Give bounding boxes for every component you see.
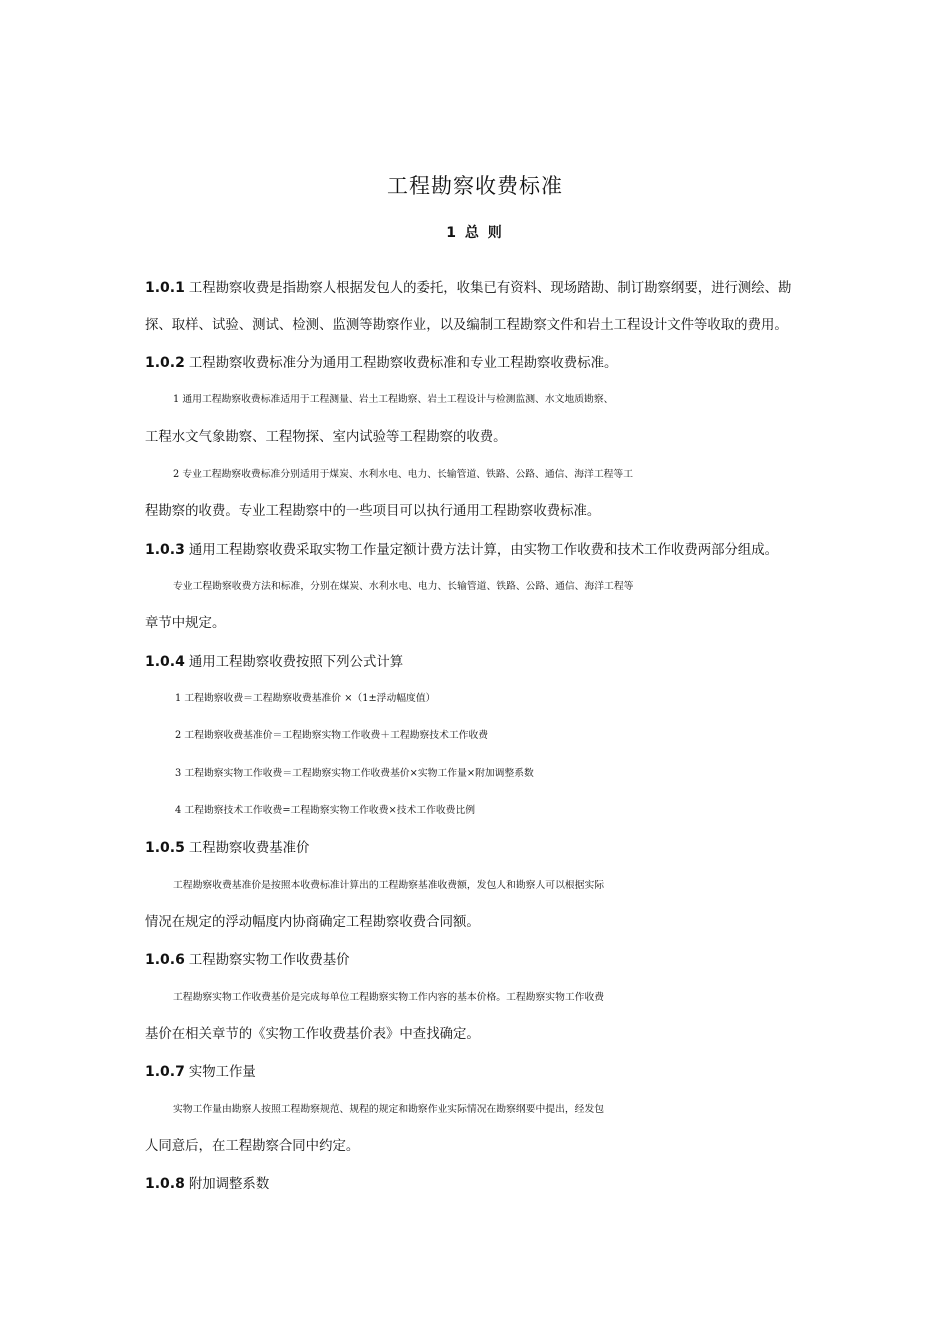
paragraph-line (145, 838, 815, 858)
clause-number: 1.0.6 (145, 952, 185, 968)
clause-text: 工程勘察实物工作收费基价 (188, 953, 350, 968)
clause-number: 1.0.2 (145, 355, 185, 371)
clause-text: 工程勘察收费是指勘察人根据发包人的委托，收集已有资料、现场踏勘、制订勘察纲要，进行测绘、勘 (188, 281, 792, 296)
clause-number: 1.0.7 (145, 1064, 185, 1080)
clause-text: 探、取样、试验、测试、检测、监测等勘察作业，以及编制工程勘察文件和岩土工程设计文件等收取的费用。 (145, 318, 788, 333)
document-title: 工程勘察收费标准 (387, 174, 563, 198)
clause-text: 基价在相关章节的《实物工作收费基价表》中查找确定。 (145, 1027, 480, 1042)
clause-text: 工程勘察实物工作收费基价是完成每单位工程勘察实物工作内容的基本价格。工程勘察实物工作收费 (173, 992, 605, 1003)
paragraph-line (145, 428, 815, 448)
paragraph-line (145, 1137, 815, 1157)
formula-text: 4 工程勘察技术工作收费=工程勘察实物工作收费×技术工作收费比例 (175, 805, 476, 816)
formula-text: 1 工程勘察收费＝工程勘察收费基准价 ×（1±浮动幅度值） (175, 693, 436, 704)
paragraph-line (145, 353, 815, 373)
paragraph-line (145, 540, 815, 560)
paragraph-line (145, 1025, 815, 1045)
clause-text: 通用工程勘察收费采取实物工作量定额计费方法计算，由实物工作收费和技术工作收费两部分组成。 (188, 543, 779, 558)
formula-line (175, 689, 845, 709)
clause-text: 程勘察的收费。专业工程勘察中的一些项目可以执行通用工程勘察收费标准。 (145, 504, 601, 519)
clause-text: 情况在规定的浮动幅度内协商确定工程勘察收费合同额。 (145, 915, 480, 930)
clause-text: 工程勘察收费基准价 (188, 841, 310, 856)
clause-text: 通用工程勘察收费按照下列公式计算 (188, 655, 404, 670)
formula-line (175, 801, 845, 821)
clause-number: 1.0.8 (145, 1176, 185, 1192)
clause-text: 工程水文气象勘察、工程物探、室内试验等工程勘察的收费。 (145, 430, 507, 445)
clause-number: 1.0.1 (145, 280, 185, 296)
clause-text: 工程勘察收费标准分为通用工程勘察收费标准和专业工程勘察收费标准。 (188, 356, 618, 371)
paragraph-line (145, 278, 815, 298)
formula-line (175, 764, 845, 784)
chapter-heading: 1 总 则 (446, 225, 504, 241)
paragraph-line (173, 1100, 843, 1120)
paragraph-line (173, 465, 843, 485)
formula-line (175, 726, 845, 746)
paragraph-line (145, 652, 815, 672)
clause-number: 1.0.3 (145, 542, 185, 558)
paragraph-line (145, 1062, 815, 1082)
paragraph-line (145, 502, 815, 522)
paragraph-line (173, 577, 843, 597)
paragraph-line (173, 988, 843, 1008)
clause-number: 1.0.4 (145, 654, 185, 670)
clause-text: 章节中规定。 (145, 616, 226, 631)
paragraph-line (145, 316, 815, 336)
clause-text: 人同意后，在工程勘察合同中约定。 (145, 1139, 360, 1154)
clause-text: 附加调整系数 (188, 1177, 270, 1192)
clause-number: 1.0.5 (145, 840, 185, 856)
clause-text: 2 专业工程勘察收费标准分别适用于煤炭、水利水电、电力、长输管道、铁路、公路、通信、海洋工程等工 (173, 469, 634, 480)
formula-text: 2 工程勘察收费基准价＝工程勘察实物工作收费＋工程勘察技术工作收费 (175, 730, 489, 741)
paragraph-line (145, 614, 815, 634)
paragraph-line (173, 390, 843, 410)
clause-text: 1 通用工程勘察收费标准适用于工程测量、岩土工程勘察、岩土工程设计与检测监测、水文地质勘察、 (173, 394, 614, 405)
clause-text: 工程勘察收费基准价是按照本收费标准计算出的工程勘察基准收费额，发包人和勘察人可以根据实际 (173, 880, 605, 891)
clause-text: 实物工作量由勘察人按照工程勘察规范、规程的规定和勘察作业实际情况在勘察纲要中提出，经发包 (173, 1104, 605, 1115)
paragraph-line (145, 1174, 815, 1194)
clause-text: 专业工程勘察收费方法和标准，分别在煤炭、水利水电、电力、长输管道、铁路、公路、通信、海洋工程等 (173, 581, 634, 592)
paragraph-line (145, 913, 815, 933)
formula-text: 3 工程勘察实物工作收费＝工程勘察实物工作收费基价×实物工作量×附加调整系数 (175, 768, 534, 779)
paragraph-line (173, 876, 843, 896)
paragraph-line (145, 950, 815, 970)
clause-text: 实物工作量 (188, 1065, 256, 1080)
